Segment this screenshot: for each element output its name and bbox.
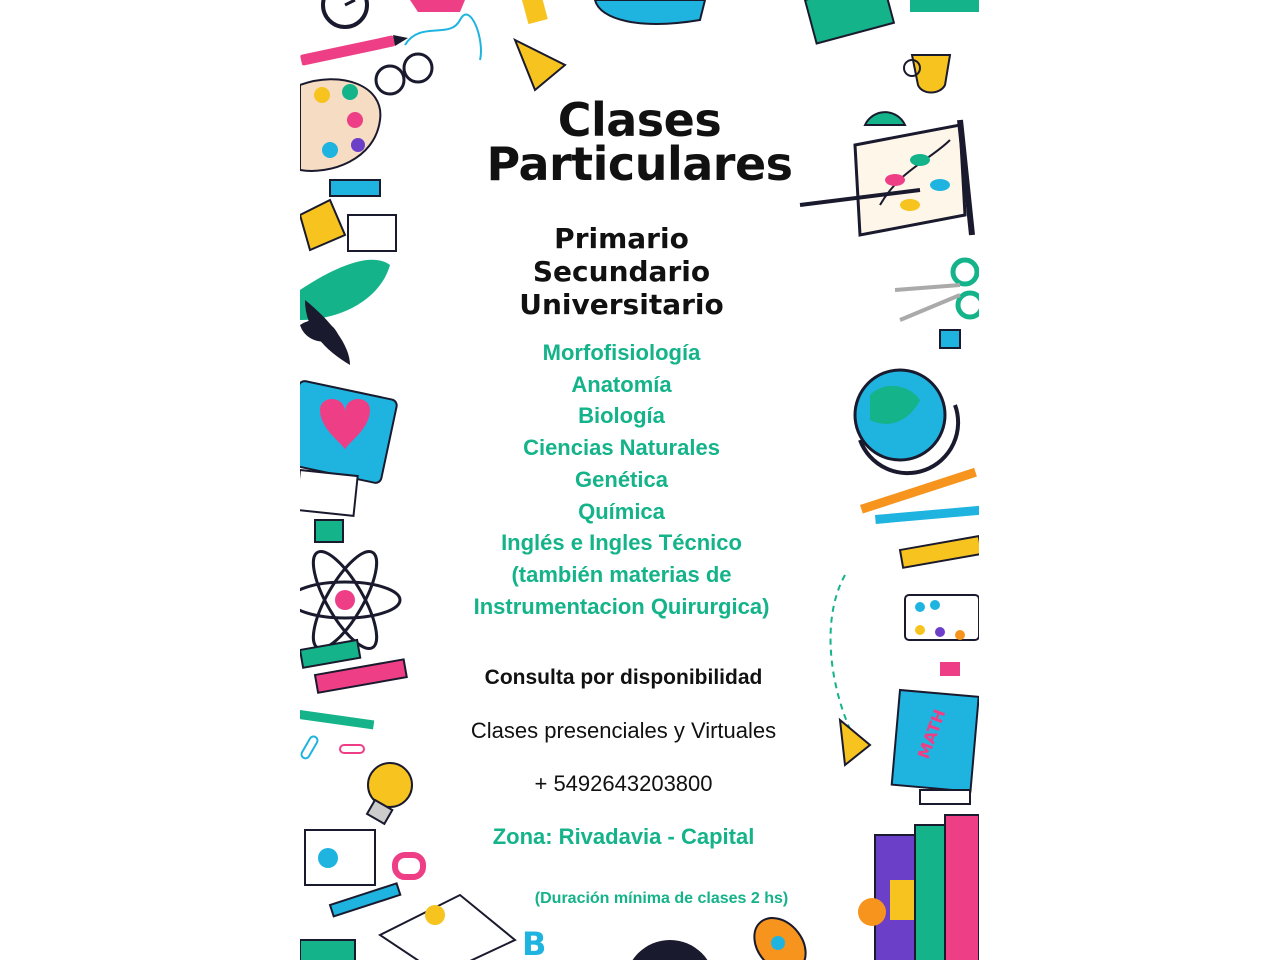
subject-item: Instrumentacion Quirurgica) xyxy=(473,593,770,619)
duracion-text: (Duración mínima de clases 2 hs) xyxy=(534,890,789,907)
letter-b-icon: B xyxy=(522,925,547,960)
level-secundario: Secundario xyxy=(532,255,711,288)
subject-item: Genética xyxy=(575,466,668,492)
subject-item: Biología xyxy=(578,403,665,429)
subjects-list xyxy=(300,337,961,622)
level-universitario: Universitario xyxy=(519,288,724,321)
title-line-1: Clases xyxy=(557,93,722,147)
zona-text: Zona: Rivadavia - Capital xyxy=(492,824,755,849)
book-stack-icon xyxy=(805,0,979,43)
subject-item: Química xyxy=(578,498,665,524)
math-book-label: MATH xyxy=(913,706,950,762)
rocket-icon xyxy=(744,908,816,960)
calculator-icon xyxy=(300,940,355,960)
subject-item: Inglés e Ingles Técnico xyxy=(501,530,742,556)
paper-plane-icon xyxy=(515,40,565,90)
alarm-clock-icon xyxy=(323,0,367,27)
poster xyxy=(300,0,979,960)
modalidad-text: Clases presenciales y Virtuales xyxy=(470,718,777,743)
title-line-2: Particulares xyxy=(486,137,793,191)
subject-item: Morfofisiología xyxy=(542,340,701,365)
subject-item: Anatomía xyxy=(571,371,672,397)
consulta-text: Consulta por disponibilidad xyxy=(484,666,763,689)
page-title xyxy=(300,93,979,191)
pencil-icon xyxy=(300,35,408,66)
soccer-ball-icon xyxy=(625,940,715,960)
subject-item: (también materias de xyxy=(511,561,732,587)
levels-list xyxy=(300,222,961,321)
phone-number: + 5492643203800 xyxy=(534,771,713,796)
subject-item: Ciencias Naturales xyxy=(523,435,720,461)
level-primario: Primario xyxy=(554,222,689,255)
trophy-icon xyxy=(904,55,950,93)
glasses-icon xyxy=(376,54,432,94)
backpack-icon xyxy=(410,0,705,24)
